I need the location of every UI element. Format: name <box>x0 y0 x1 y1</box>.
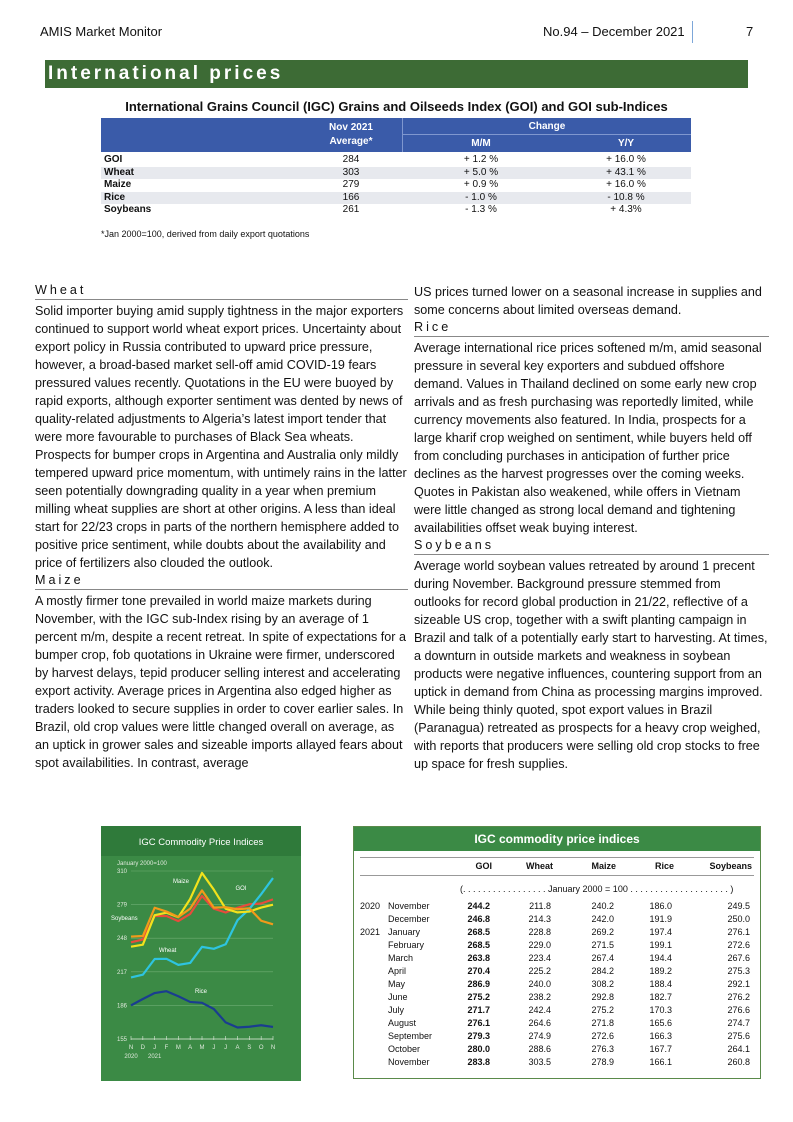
price-table-header: GOI <box>475 861 492 871</box>
price-table-row <box>354 979 760 992</box>
goi-table-row <box>101 179 691 191</box>
row-value: 275.2 <box>467 992 490 1002</box>
row-value: 276.2 <box>727 992 750 1002</box>
row-value: 280.0 <box>467 1044 490 1054</box>
maize-body: A mostly firmer tone prevailed in world maize markets during November, with the IGC sub-Index rising by an average of 1 percent m/m, despite a recent retreat. In spite of expectations for a bumper crop, fob quotations in Ukraine were firmer, underscored by harvest delays, tepid producer selling interest and accelerating export activity. Average prices in Argentina also edged higher as traders looked to secure supplies in order to cover earlier sales. In Brazil, old crop values were little changed overall on average, as an uptick in grower sales and sizeable imports allayed fears about spot availabilities. In contrast, average <box>35 594 407 770</box>
series-line-wheat <box>131 878 273 977</box>
row-value: 250.0 <box>727 914 750 924</box>
row-value: 275.2 <box>591 1005 614 1015</box>
col-avg-sublabel: Average* <box>329 136 373 147</box>
row-value: 182.7 <box>649 992 672 1002</box>
rice-label: Rice <box>195 989 208 995</box>
row-month: September <box>388 1031 433 1041</box>
commodity-name: Rice <box>104 191 126 203</box>
row-value: 303.5 <box>528 1057 551 1067</box>
row-value: 308.2 <box>591 979 614 989</box>
page-number: 7 <box>746 24 754 39</box>
price-table-row <box>354 953 760 966</box>
row-value: 260.8 <box>727 1057 750 1067</box>
row-value: 292.8 <box>591 992 614 1002</box>
goi-table-row <box>101 167 691 179</box>
goi-table-row <box>101 154 691 166</box>
row-month: November <box>388 901 430 911</box>
row-value: 272.6 <box>591 1031 614 1041</box>
row-month: November <box>388 1057 430 1067</box>
row-value: 269.2 <box>591 927 614 937</box>
price-table-row <box>354 1005 760 1018</box>
goi-footnote: *Jan 2000=100, derived from daily export quotations <box>101 229 310 239</box>
y-tick-label: 186 <box>116 1003 127 1010</box>
commodity-name: Wheat <box>104 166 134 178</box>
price-table-row <box>354 927 760 940</box>
row-month: December <box>388 914 430 924</box>
col-yy-label: Y/Y <box>617 138 635 149</box>
col-avg-label: Nov 2021 <box>329 122 373 133</box>
row-value: 242.4 <box>528 1005 551 1015</box>
chart-subtitle: January 2000=100 <box>117 861 167 867</box>
row-value: 272.6 <box>727 940 750 950</box>
right-column <box>414 283 769 773</box>
x-tick-label: O <box>258 1045 264 1051</box>
price-table-row <box>354 966 760 979</box>
maize-heading: Maize <box>35 572 408 590</box>
row-value: 225.2 <box>528 966 551 976</box>
row-value: 211.8 <box>529 901 551 911</box>
average-value: 261 <box>342 204 360 215</box>
price-index-table <box>353 826 761 1079</box>
yy-change: - 10.8 % <box>607 191 645 203</box>
price-table-row <box>354 1031 760 1044</box>
row-value: 267.4 <box>591 953 614 963</box>
header-divider <box>692 21 693 43</box>
row-value: 268.5 <box>467 940 490 950</box>
wheat-heading: Wheat <box>35 282 408 300</box>
row-month: October <box>388 1044 421 1054</box>
year-label: 2020 <box>124 1054 138 1060</box>
row-value: 197.4 <box>649 927 672 937</box>
row-value: 268.5 <box>467 927 490 937</box>
price-table-row <box>354 901 760 914</box>
col-change-label: Change <box>528 121 566 132</box>
row-value: 267.6 <box>727 953 750 963</box>
soybeans-heading: Soybeans <box>414 537 769 555</box>
row-value: 199.1 <box>649 940 672 950</box>
price-index-chart-svg <box>101 826 301 1081</box>
mm-change: + 0.9 % <box>463 179 499 190</box>
price-table-row <box>354 1057 760 1070</box>
x-tick-label: F <box>164 1045 169 1051</box>
row-value: 279.3 <box>467 1031 490 1041</box>
goi-table-row <box>101 204 691 216</box>
price-table-row <box>354 1044 760 1057</box>
mm-change: + 5.0 % <box>463 166 499 178</box>
row-value: 284.2 <box>591 966 614 976</box>
goi-table-row <box>101 192 691 204</box>
table-rule <box>360 875 754 876</box>
chart-title: IGC Commodity Price Indices <box>138 837 264 848</box>
row-value: 276.1 <box>467 1018 490 1028</box>
x-tick-label: A <box>235 1045 240 1051</box>
row-value: 189.2 <box>649 966 672 976</box>
row-value: 274.7 <box>727 1018 750 1028</box>
average-value: 303 <box>342 166 360 178</box>
price-table-header: Rice <box>654 861 674 871</box>
x-tick-label: D <box>140 1045 146 1051</box>
publication-title: AMIS Market Monitor <box>40 24 163 39</box>
average-value: 284 <box>342 154 360 165</box>
row-value: 270.4 <box>467 966 490 976</box>
y-tick-label: 310 <box>116 869 127 875</box>
rice-body: Average international rice prices softened m/m, amid seasonal pressure in several key exporters and subdued offshore demand. Values in Thailand declined on some early new crop arrivals and as fresh purchasing was reportedly limited, while currency movements also featured. In India, prospects for a large kharif crop weighed on sentiment, while buyers held off from concluding purchases in anticipation of further price declines as the harvest progresses over the coming weeks. Quotes in Pakistan also weakened, while offers in Vietnam were little changed as strong local demand and tightening availabilities offset weak buying interest. <box>414 341 762 535</box>
row-value: 166.1 <box>649 1057 672 1067</box>
row-value: 264.6 <box>528 1018 551 1028</box>
row-value: 214.3 <box>528 914 551 924</box>
row-year: 2021 <box>360 927 381 937</box>
y-tick-label: 217 <box>116 969 127 976</box>
yy-change: + 16.0 % <box>606 179 646 190</box>
row-value: 238.2 <box>528 992 551 1002</box>
price-table-header: Wheat <box>526 861 553 871</box>
row-value: 263.8 <box>467 953 490 963</box>
row-value: 167.7 <box>649 1044 672 1054</box>
rice-heading: Rice <box>414 319 769 337</box>
maize-body-continued: US prices turned lower on a seasonal increase in supplies and some concerns about limited overseas demand. <box>414 285 762 317</box>
row-value: 283.8 <box>467 1057 490 1067</box>
row-month: February <box>388 940 425 950</box>
row-month: June <box>388 992 408 1002</box>
row-year: 2020 <box>360 901 381 911</box>
soybeans-body: Average world soybean values retreated by around 1 precent during November. Background pressure stemmed from outlooks for record global production in 21/22, reflective of a sizeable US crop, together with a swift planting campaign in Brazil and talk of a potentially early start to harvesting. At times, a downturn in outside markets and weakness in soybean products were negative influences, countering support from an uptick in demand from China as processing margins improved. While being thinly quoted, spot export values in Brazil (Paranagua) retreated as prospects for a heavy crop weighed, with reports that producers were selling old crop stocks to free up space for fresh supplies. <box>414 559 768 771</box>
year-label: 2021 <box>147 1054 162 1060</box>
soybeans-label: Soybeans <box>111 916 138 922</box>
x-tick-label: N <box>128 1045 134 1051</box>
average-value: 279 <box>342 179 360 190</box>
wheat-label: Wheat <box>159 948 177 954</box>
row-value: 276.6 <box>727 1005 750 1015</box>
commodity-name: Maize <box>104 179 132 190</box>
wheat-body: Solid importer buying amid supply tightness in the major exporters continued to support world wheat export prices. Uncertainty about export policy in Russia contributed to upward price pressure, however, a broad-based market sell-off amid COVID-19 fears pressured values recently. Quotations in the EU were buoyed by rapid exports, although exporter sentiment was dented by news of quality-related adjustments to Algeria’s latest import tender that were more favourable to purchases of Black Sea wheats. Prospects for bumper crops in Argentina and Australia only mildly tempered upward price momentum, with untimely rains in the latter seen potentially downgrading quality in a year when premium milling wheat supplies are short at other origins. A less than ideal start for 22/23 crops in parts of the northern hemisphere added to positive price sentiment, while doubts about the availability and price of fertilizers also clouded the outlook. <box>35 304 407 570</box>
price-table-row <box>354 940 760 953</box>
x-tick-label: S <box>247 1045 252 1051</box>
series-line-rice <box>131 991 273 1027</box>
issue-number: No.94 – December 2021 <box>543 24 685 39</box>
row-value: 191.9 <box>649 914 672 924</box>
mm-change: + 1.2 % <box>463 154 499 165</box>
x-tick-label: M <box>175 1045 181 1051</box>
row-value: 276.1 <box>727 927 750 937</box>
row-value: 274.9 <box>528 1031 551 1041</box>
row-value: 278.9 <box>591 1057 614 1067</box>
row-value: 240.2 <box>591 901 614 911</box>
row-month: May <box>388 979 406 989</box>
row-value: 275.6 <box>727 1031 750 1041</box>
mm-change: - 1.0 % <box>465 191 497 203</box>
row-value: 166.3 <box>649 1031 672 1041</box>
row-value: 223.4 <box>528 953 551 963</box>
maize-label: Maize <box>172 879 190 885</box>
row-value: 170.3 <box>649 1005 672 1015</box>
col-mm-label: M/M <box>471 138 491 149</box>
price-index-chart <box>101 826 301 1081</box>
yy-change: + 4.3% <box>610 204 642 215</box>
row-value: 165.6 <box>649 1018 672 1028</box>
goi-label: GOI <box>235 886 247 892</box>
x-tick-label: J <box>153 1045 157 1051</box>
y-tick-label: 155 <box>116 1037 127 1043</box>
commodity-name: Soybeans <box>104 204 152 215</box>
row-value: 240.0 <box>528 979 551 989</box>
price-table-header: Soybeans <box>709 861 752 871</box>
x-tick-label: M <box>199 1045 205 1051</box>
row-month: March <box>388 953 414 963</box>
price-table-row <box>354 914 760 927</box>
row-value: 275.3 <box>727 966 750 976</box>
x-tick-label: N <box>270 1045 276 1051</box>
price-table-title: IGC commodity price indices <box>354 827 760 851</box>
row-value: 288.6 <box>528 1044 551 1054</box>
mm-change: - 1.3 % <box>465 204 497 215</box>
goi-table-header <box>101 118 691 152</box>
row-value: 286.9 <box>467 979 490 989</box>
row-value: 249.5 <box>727 901 750 911</box>
price-table-row <box>354 1018 760 1031</box>
row-value: 186.0 <box>649 901 672 911</box>
row-value: 244.2 <box>467 901 490 911</box>
row-value: 292.1 <box>727 979 750 989</box>
row-month: January <box>388 927 421 937</box>
row-value: 228.8 <box>528 927 551 937</box>
x-tick-label: J <box>224 1045 228 1051</box>
yy-change: + 43.1 % <box>606 166 646 178</box>
row-value: 242.0 <box>591 914 614 924</box>
row-value: 264.1 <box>727 1044 750 1054</box>
x-tick-label: A <box>188 1045 193 1051</box>
table-rule <box>360 857 754 858</box>
y-tick-label: 248 <box>116 936 127 943</box>
x-tick-label: J <box>212 1045 216 1051</box>
row-value: 276.3 <box>591 1044 614 1054</box>
y-tick-label: 279 <box>116 902 127 909</box>
row-month: August <box>388 1018 417 1028</box>
row-value: 271.7 <box>467 1005 490 1015</box>
unit-note: (. . . . . . . . . . . . . . . . . January 2000 = 100 . . . . . . . . . . . . . . . . . . . . ) <box>460 884 734 894</box>
row-value: 229.0 <box>528 940 551 950</box>
row-month: July <box>388 1005 405 1015</box>
row-value: 246.8 <box>467 914 490 924</box>
row-value: 188.4 <box>649 979 672 989</box>
left-column <box>35 282 408 772</box>
section-banner <box>45 60 748 88</box>
section-title: International prices <box>48 63 284 84</box>
row-value: 194.4 <box>649 953 672 963</box>
average-value: 166 <box>342 191 360 203</box>
price-table-header: Maize <box>591 861 616 871</box>
yy-change: + 16.0 % <box>606 154 646 165</box>
row-month: April <box>388 966 407 976</box>
goi-table-title: International Grains Council (IGC) Grains and Oilseeds Index (GOI) and GOI sub-Indices <box>125 99 668 114</box>
row-value: 271.5 <box>591 940 614 950</box>
row-value: 271.8 <box>591 1018 614 1028</box>
price-table-row <box>354 992 760 1005</box>
commodity-name: GOI <box>104 154 123 165</box>
